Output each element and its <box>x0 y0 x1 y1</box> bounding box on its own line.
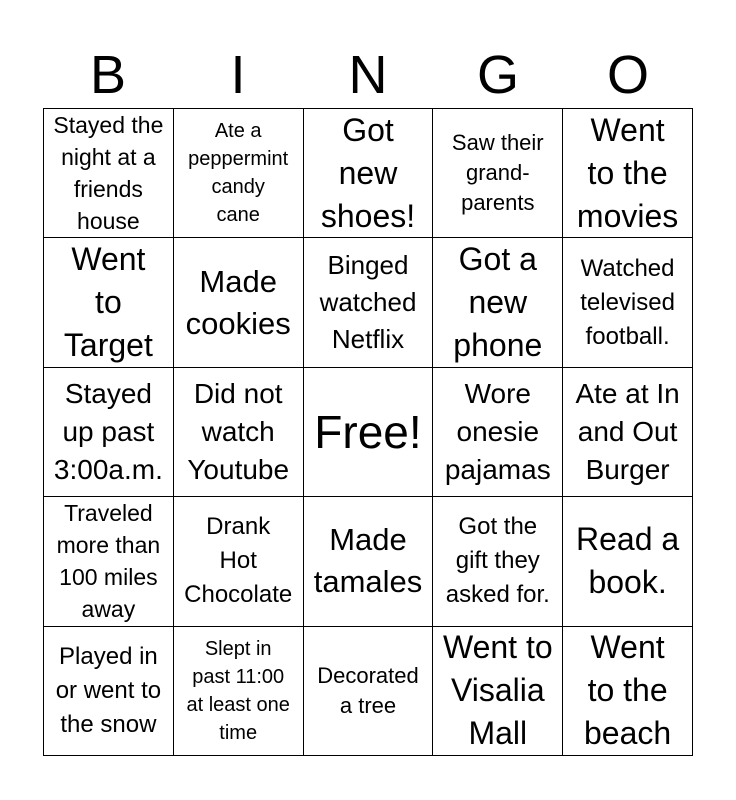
bingo-cell-b1[interactable] <box>44 109 174 238</box>
header-letter-i: I <box>230 45 246 105</box>
bingo-cell-free[interactable] <box>304 368 434 497</box>
cell-text: Decorated a tree <box>317 662 419 718</box>
bingo-cell-i2[interactable] <box>174 238 304 367</box>
cell-text: Stayed the night at a friends house <box>53 112 164 235</box>
bingo-cell-i5[interactable] <box>174 627 304 756</box>
cell-text: Went to the beach <box>584 629 672 752</box>
cell-text: Went to the movies <box>576 111 679 234</box>
bingo-cell-o4[interactable] <box>563 497 693 626</box>
header-letter-o: O <box>606 45 649 105</box>
cell-text: Free! <box>314 405 422 458</box>
cell-text: Went to Target <box>63 241 153 364</box>
bingo-cell-g4[interactable] <box>433 497 563 626</box>
bingo-cell-g5[interactable] <box>433 627 563 756</box>
bingo-cell-o2[interactable] <box>563 238 693 367</box>
bingo-cell-g3[interactable] <box>433 368 563 497</box>
bingo-cell-o1[interactable] <box>563 109 693 238</box>
bingo-cell-n5[interactable] <box>304 627 434 756</box>
cell-text: Got the gift they asked for. <box>445 513 550 609</box>
cell-text: Ate at In and Out Burger <box>575 377 680 485</box>
cell-text: Read a book. <box>576 521 680 601</box>
cell-text: Saw their grand- parents <box>451 130 544 216</box>
bingo-cell-n2[interactable] <box>304 238 434 367</box>
bingo-cell-n1[interactable] <box>304 109 434 238</box>
bingo-cell-i1[interactable] <box>174 109 304 238</box>
cell-text: Made cookies <box>185 263 291 341</box>
bingo-cell-b2[interactable] <box>44 238 174 367</box>
cell-text: Drank Hot Chocolate <box>184 513 293 609</box>
header-letter-n: N <box>348 45 388 105</box>
bingo-cell-o5[interactable] <box>563 627 693 756</box>
bingo-cell-g2[interactable] <box>433 238 563 367</box>
bingo-cell-b3[interactable] <box>44 368 174 497</box>
cell-text: Went to Visalia Mall <box>442 629 553 752</box>
cell-text: Slept in past 11:00 at least one time <box>186 637 290 744</box>
bingo-grid <box>43 108 693 756</box>
cell-text: Binged watched Netflix <box>319 250 417 355</box>
cell-text: Did not watch Youtube <box>187 377 290 485</box>
bingo-cell-i4[interactable] <box>174 497 304 626</box>
cell-text: Made tamales <box>313 522 423 600</box>
bingo-cell-o3[interactable] <box>563 368 693 497</box>
cell-text: Stayed up past 3:00a.m. <box>53 377 163 485</box>
cell-text: Wore onesie pajamas <box>444 377 551 485</box>
bingo-cell-n4[interactable] <box>304 497 434 626</box>
bingo-cell-g1[interactable] <box>433 109 563 238</box>
cell-text: Played in or went to the snow <box>55 642 162 738</box>
cell-text: Got new shoes! <box>320 111 416 234</box>
header-letter-b: B <box>89 45 127 105</box>
bingo-header <box>43 42 693 108</box>
bingo-cell-i3[interactable] <box>174 368 304 497</box>
header-letter-g: G <box>476 45 519 105</box>
cell-text: Ate a peppermint candy cane <box>188 120 289 227</box>
cell-text: Watched televised football. <box>580 254 675 350</box>
cell-text: Traveled more than 100 miles away <box>56 500 161 623</box>
bingo-cell-b5[interactable] <box>44 627 174 756</box>
cell-text: Got a new phone <box>453 241 543 364</box>
bingo-cell-b4[interactable] <box>44 497 174 626</box>
